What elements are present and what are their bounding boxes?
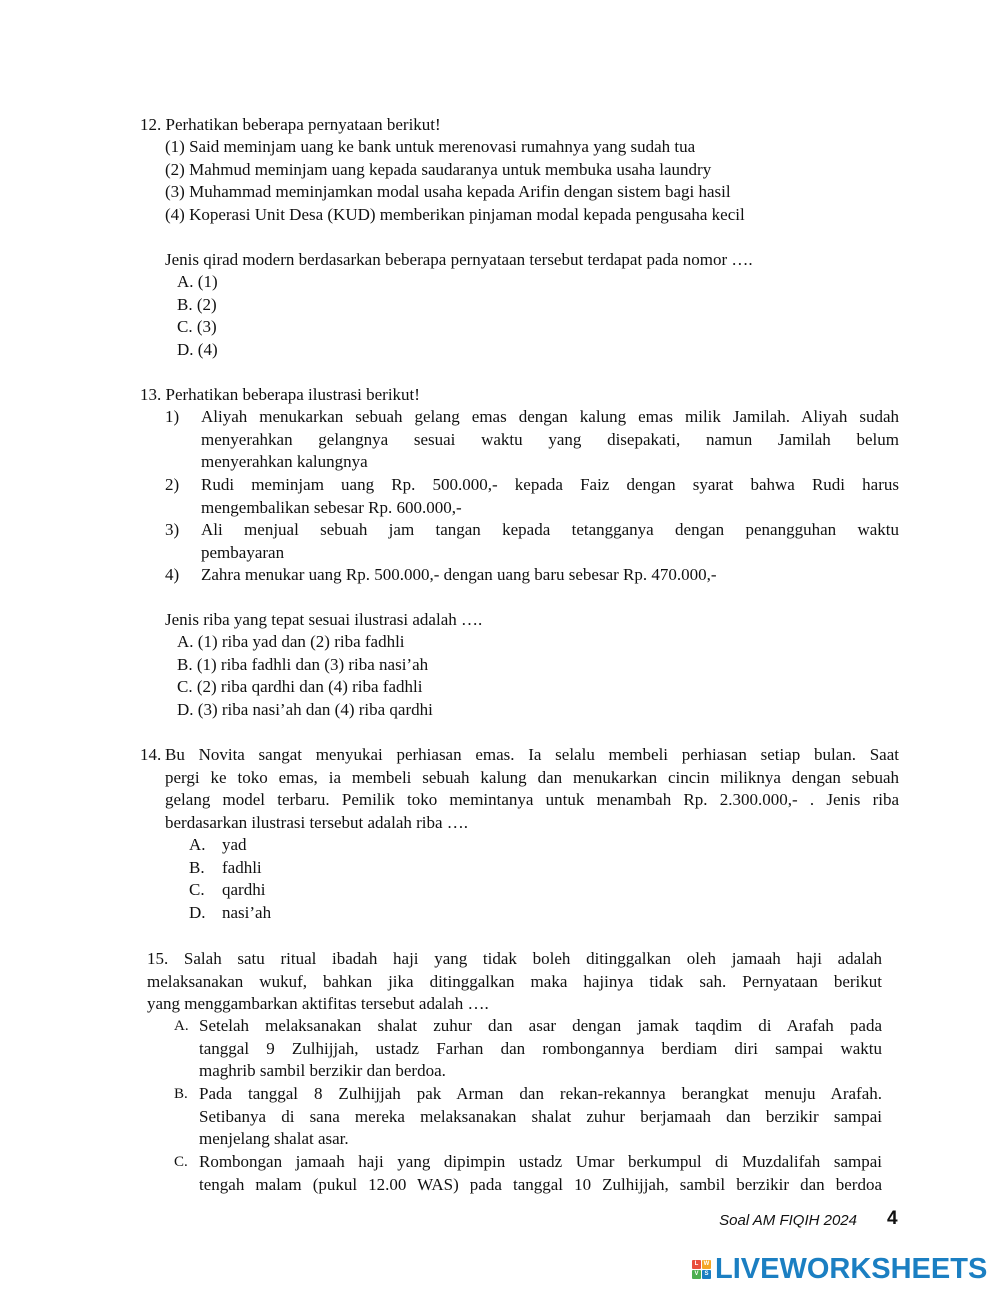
q14-option-d[interactable] [189, 903, 271, 923]
q13-item-4-number: 4) [165, 565, 180, 584]
q14-stem [165, 744, 899, 834]
q15-option-a[interactable] [199, 1015, 882, 1083]
q12-option-d[interactable]: D. (4) [177, 340, 218, 359]
q14-option-letter: C. [189, 880, 205, 899]
q14-stem-line: berdasarkan ilustrasi tersebut adalah riba …. [165, 812, 469, 832]
q13-intro: 13. Perhatikan beberapa ilustrasi berikut! [140, 385, 420, 404]
q15-option-c-line: tengah malam (pukul 12.00 WAS) pada tanggal 10 Zulhijjah, sambil berzikir dan berdoa [199, 1174, 882, 1194]
q14-option-c[interactable] [189, 880, 265, 900]
q13-option-b[interactable]: B. (1) riba fadhli dan (3) riba nasi’ah [177, 655, 429, 674]
page-number: 4 [887, 1208, 898, 1229]
q13-item-2-line: Rudi meminjam uang Rp. 500.000,- kepada Faiz dengan syarat bahwa Rudi harus [201, 475, 899, 494]
q15-option-b-line: Setibanya di sana mereka melaksanakan shalat zuhur berjamaah dan berzikir sampai [199, 1106, 882, 1126]
q13-item-1 [201, 406, 899, 474]
logo-tile: V [692, 1270, 701, 1279]
q13-item-3 [201, 519, 899, 564]
q13-option-c[interactable]: C. (2) riba qardhi dan (4) riba fadhli [177, 677, 423, 696]
q15-option-a-line: tanggal 9 Zulhijjah, ustadz Farhan dan rombongannya berdiam diri sampai waktu [199, 1038, 882, 1058]
q14-stem-line: pergi ke toko emas, ia membeli sebuah kalung dan menukarkan cincin miliknya dengan sebuah [165, 767, 899, 787]
q13-item-3-line: Ali menjual sebuah jam tangan kepada tetangganya dengan penangguhan waktu [201, 520, 899, 539]
q13-item-1-line: menyerahkan gelangnya sesuai waktu yang disepakati, namun Jamilah belum [201, 429, 899, 449]
logo-tile: S [702, 1270, 711, 1279]
q15-option-a-letter: A. [174, 1018, 189, 1034]
q15-stem [147, 948, 882, 1016]
q15-option-b-letter: B. [174, 1086, 188, 1102]
q14-option-text: yad [222, 835, 247, 854]
q15-option-b-line: Pada tanggal 8 Zulhijjah pak Arman dan rekan-rekannya berangkat menuju Arafah. [199, 1084, 882, 1103]
q14-stem-line: gelang model terbaru. Pemilik toko memintanya untuk menambah Rp. 2.300.000,- . Jenis riba [165, 790, 899, 809]
q12-question: Jenis qirad modern berdasarkan beberapa pernyataan tersebut terdapat pada nomor …. [165, 250, 753, 269]
q15-stem-line: melaksanakan wukuf, bahkan jika ditinggalkan maka hajinya tidak sah. Pernyataan berikut [147, 971, 882, 991]
q14-option-letter: A. [189, 835, 206, 854]
q15-option-b[interactable] [199, 1083, 882, 1151]
q13-item-2 [201, 474, 899, 519]
q14-option-b[interactable] [189, 858, 262, 878]
q13-item-3-number: 3) [165, 520, 180, 539]
liveworksheets-logo-icon [692, 1260, 711, 1279]
q15-option-c[interactable] [199, 1151, 882, 1196]
q14-option-letter: D. [189, 903, 206, 922]
q15-option-a-line: maghrib sambil berzikir dan berdoa. [199, 1061, 446, 1080]
q14-number: 14. [140, 745, 162, 764]
logo-tile: L [692, 1260, 701, 1269]
q12-statement-1: (1) Said meminjam uang ke bank untuk merenovasi rumahnya yang sudah tua [165, 137, 696, 156]
q14-option-text: nasi’ah [222, 903, 272, 922]
q15-option-b-line: menjelang shalat asar. [199, 1129, 349, 1148]
q14-option-a[interactable] [189, 835, 247, 855]
q13-item-4-line: Zahra menukar uang Rp. 500.000,- dengan uang baru sebesar Rp. 470.000,- [201, 565, 717, 584]
liveworksheets-brand[interactable] [692, 1254, 987, 1284]
logo-tile: W [703, 1260, 710, 1267]
q13-item-2-number: 2) [165, 475, 180, 494]
q12-intro: 12. Perhatikan beberapa pernyataan berikut! [140, 115, 441, 134]
q12-option-b[interactable]: B. (2) [177, 295, 217, 314]
q12-statement-3: (3) Muhammad meminjamkan modal usaha kepada Arifin dengan sistem bagi hasil [165, 182, 731, 201]
q13-item-2-line: mengembalikan sebesar Rp. 600.000,- [201, 497, 462, 517]
q12-statement-2: (2) Mahmud meminjam uang kepada saudaranya untuk membuka usaha laundry [165, 160, 712, 179]
q15-stem-line: 15. Salah satu ritual ibadah haji yang tidak boleh ditinggalkan oleh jamaah haji adalah [147, 949, 882, 968]
q15-option-a-line: Setelah melaksanakan shalat zuhur dan asar dengan jamak taqdim di Arafah pada [199, 1016, 882, 1035]
q14-option-letter: B. [189, 858, 205, 877]
footer-label: Soal AM FIQIH 2024 [719, 1212, 857, 1229]
q15-option-c-line: Rombongan jamaah haji yang dipimpin ustadz Umar berkumpul di Muzdalifah sampai [199, 1152, 882, 1171]
q13-item-1-line: Aliyah menukarkan sebuah gelang emas dengan kalung emas milik Jamilah. Aliyah sudah [201, 407, 899, 426]
q14-option-text: qardhi [222, 880, 266, 899]
q13-item-3-line: pembayaran [201, 542, 285, 562]
q13-item-1-number: 1) [165, 407, 180, 426]
q13-question: Jenis riba yang tepat sesuai ilustrasi adalah …. [165, 610, 483, 629]
q15-stem-line: yang menggambarkan aktifitas tersebut adalah …. [147, 994, 489, 1013]
q12-option-c[interactable]: C. (3) [177, 317, 217, 336]
q12-statement-4: (4) Koperasi Unit Desa (KUD) memberikan pinjaman modal kepada pengusaha kecil [165, 205, 745, 224]
q14-stem-line: Bu Novita sangat menyukai perhiasan emas. Ia selalu membeli perhiasan setiap bulan. Saat [165, 745, 899, 764]
q14-option-text: fadhli [222, 858, 262, 877]
brand-name: LIVEWORKSHEETS [715, 1252, 988, 1285]
q13-item-1-line: menyerahkan kalungnya [201, 452, 368, 471]
q13-option-d[interactable]: D. (3) riba nasi’ah dan (4) riba qardhi [177, 700, 433, 719]
q15-option-c-letter: C. [174, 1154, 188, 1170]
q12-option-a[interactable]: A. (1) [177, 272, 218, 291]
q13-option-a[interactable]: A. (1) riba yad dan (2) riba fadhli [177, 632, 405, 651]
